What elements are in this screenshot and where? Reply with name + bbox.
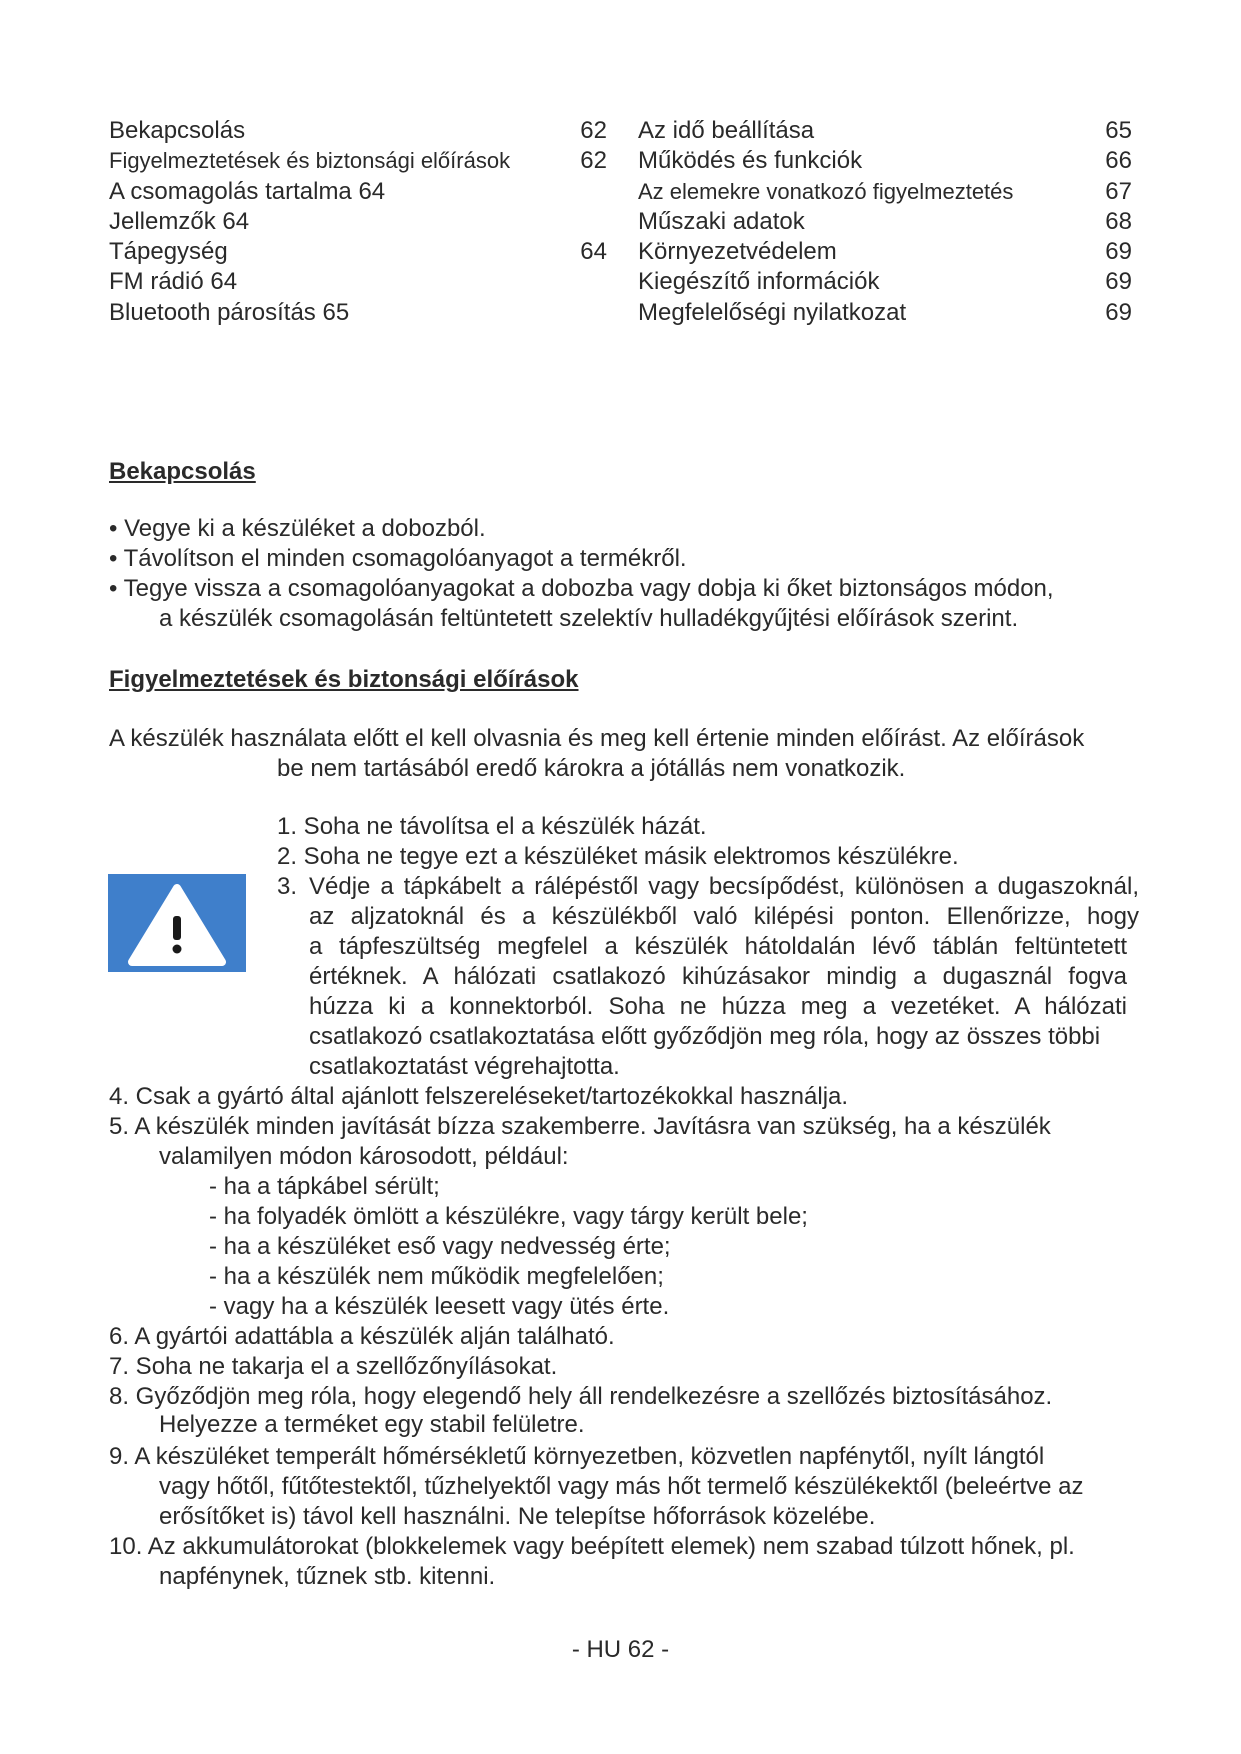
list-item-9-continuation: erősítőket is) távol kell használni. Ne telepítse hőforrások közelébe. [159,1503,876,1530]
toc-entry: Tápegység 64 [109,238,607,266]
toc-left-column [109,116,607,328]
toc-entry: Kiegészítő információk 69 [638,268,1132,296]
sub-item: - vagy ha a készülék leesett vagy ütés érte. [209,1293,670,1320]
sub-item: - ha folyadék ömlött a készülékre, vagy tárgy került bele; [209,1203,808,1230]
toc-entry: Megfelelőségi nyilatkozat 69 [638,298,1132,326]
intro-text: A készülék használata előtt el kell olvasnia és meg kell értenie minden előírást. Az előírások [109,725,1085,752]
sub-item: - ha a tápkábel sérült; [209,1173,440,1200]
sub-item: - ha a készülék nem működik megfelelően; [209,1263,664,1290]
section-heading-safety: Figyelmeztetések és biztonsági előírások [109,666,579,693]
bullet-item: • Távolítson el minden csomagolóanyagot a termékről. [109,545,687,572]
page-number: - HU 62 - [571,1636,670,1663]
bullet-item: • Vegye ki a készüléket a dobozból. [109,515,486,542]
bullet-item: • Tegye vissza a csomagolóanyagokat a dobozba vagy dobja ki őket biztonságos módon, [109,575,1054,602]
warning-icon [108,874,246,972]
sub-item: - ha a készüléket eső vagy nedvesség érte; [209,1233,671,1260]
list-item-10-continuation: napfénynek, tűznek stb. kitenni. [159,1563,496,1590]
list-item-5-continuation: valamilyen módon károsodott, például: [159,1143,569,1170]
intro-text: be nem tartásából eredő károkra a jótállás nem vonatkozik. [277,755,906,782]
toc-entry: Működés és funkciók 66 [638,147,1132,175]
list-item-3-line: értéknek. A hálózati csatlakozó kihúzásakor mindig a dugasznál fogva [309,963,1127,990]
list-item-10: 10. Az akkumulátorokat (blokkelemek vagy beépített elemek) nem szabad túlzott hőnek, pl. [109,1533,1075,1560]
list-item-3-line: csatlakoztatást végrehajtotta. [309,1053,620,1080]
toc-entry: A csomagolás tartalma 64 [109,177,386,205]
list-item-8-continuation: Helyezze a terméket egy stabil felületre. [159,1411,585,1438]
toc-entry: Bekapcsolás 62 [109,117,607,144]
toc-entry: Az elemekre vonatkozó figyelmeztetés 67 [638,177,1132,205]
toc-entry: Figyelmeztetések és biztonsági előírások 62 [109,147,607,175]
list-item-2: 2. Soha ne tegye ezt a készüléket másik elektromos készülékre. [277,843,959,870]
list-item-3-line: az aljzatoknál és a készülékből való kilépési ponton. Ellenőrizze, hogy [309,903,1139,930]
list-item-8: 8. Győződjön meg róla, hogy elegendő hely áll rendelkezésre a szellőzés biztosításához. [109,1383,1053,1410]
list-item-6: 6. A gyártói adattábla a készülék alján található. [109,1323,615,1350]
list-item-9-continuation: vagy hőtől, fűtőtestektől, tűzhelyektől vagy más hőt termelő készülékektől (beleértve az [159,1473,1084,1500]
list-item-3-line: Védje a tápkábelt a rálépéstől vagy becsípődést, különösen a dugaszoknál, [309,873,1139,900]
list-item-7: 7. Soha ne takarja el a szellőzőnyílásokat. [109,1353,558,1380]
toc-entry: Az idő beállítása 65 [638,117,1132,144]
list-item-1: 1. Soha ne távolítsa el a készülék házát. [277,813,707,840]
list-item-3-line: csatlakozó csatlakoztatása előtt győződjön meg róla, hogy az összes többi [309,1023,1101,1050]
toc-entry: Műszaki adatok 68 [638,207,1132,235]
toc-entry: Jellemzők 64 [109,207,250,235]
list-item-3-line: a tápfeszültség megfelel a készülék hátoldalán lévő táblán feltüntetett [309,933,1127,960]
list-item-9: 9. A készüléket temperált hőmérsékletű környezetben, közvetlen napfénytől, nyílt lángtól [109,1443,1045,1470]
list-item-3-line: húzza ki a konnektorból. Soha ne húzza meg a vezetéket. A hálózati [309,993,1127,1020]
list-item-4: 4. Csak a gyártó által ajánlott felszereléseket/tartozékokkal használja. [109,1083,849,1110]
toc-entry: Bluetooth párosítás 65 [109,298,350,326]
list-item-3-number: 3. [277,873,298,900]
toc-right-column [638,116,1132,328]
toc-entry: Környezetvédelem 69 [638,238,1132,266]
bullet-item-continuation: a készülék csomagolásán feltüntetett szelektív hulladékgyűjtési előírások szerint. [159,605,1019,632]
toc-entry: FM rádió 64 [109,268,238,296]
section-heading-power-on: Bekapcsolás [109,458,256,485]
list-item-5: 5. A készülék minden javítását bízza szakemberre. Javításra van szükség, ha a készülék [109,1113,1051,1140]
